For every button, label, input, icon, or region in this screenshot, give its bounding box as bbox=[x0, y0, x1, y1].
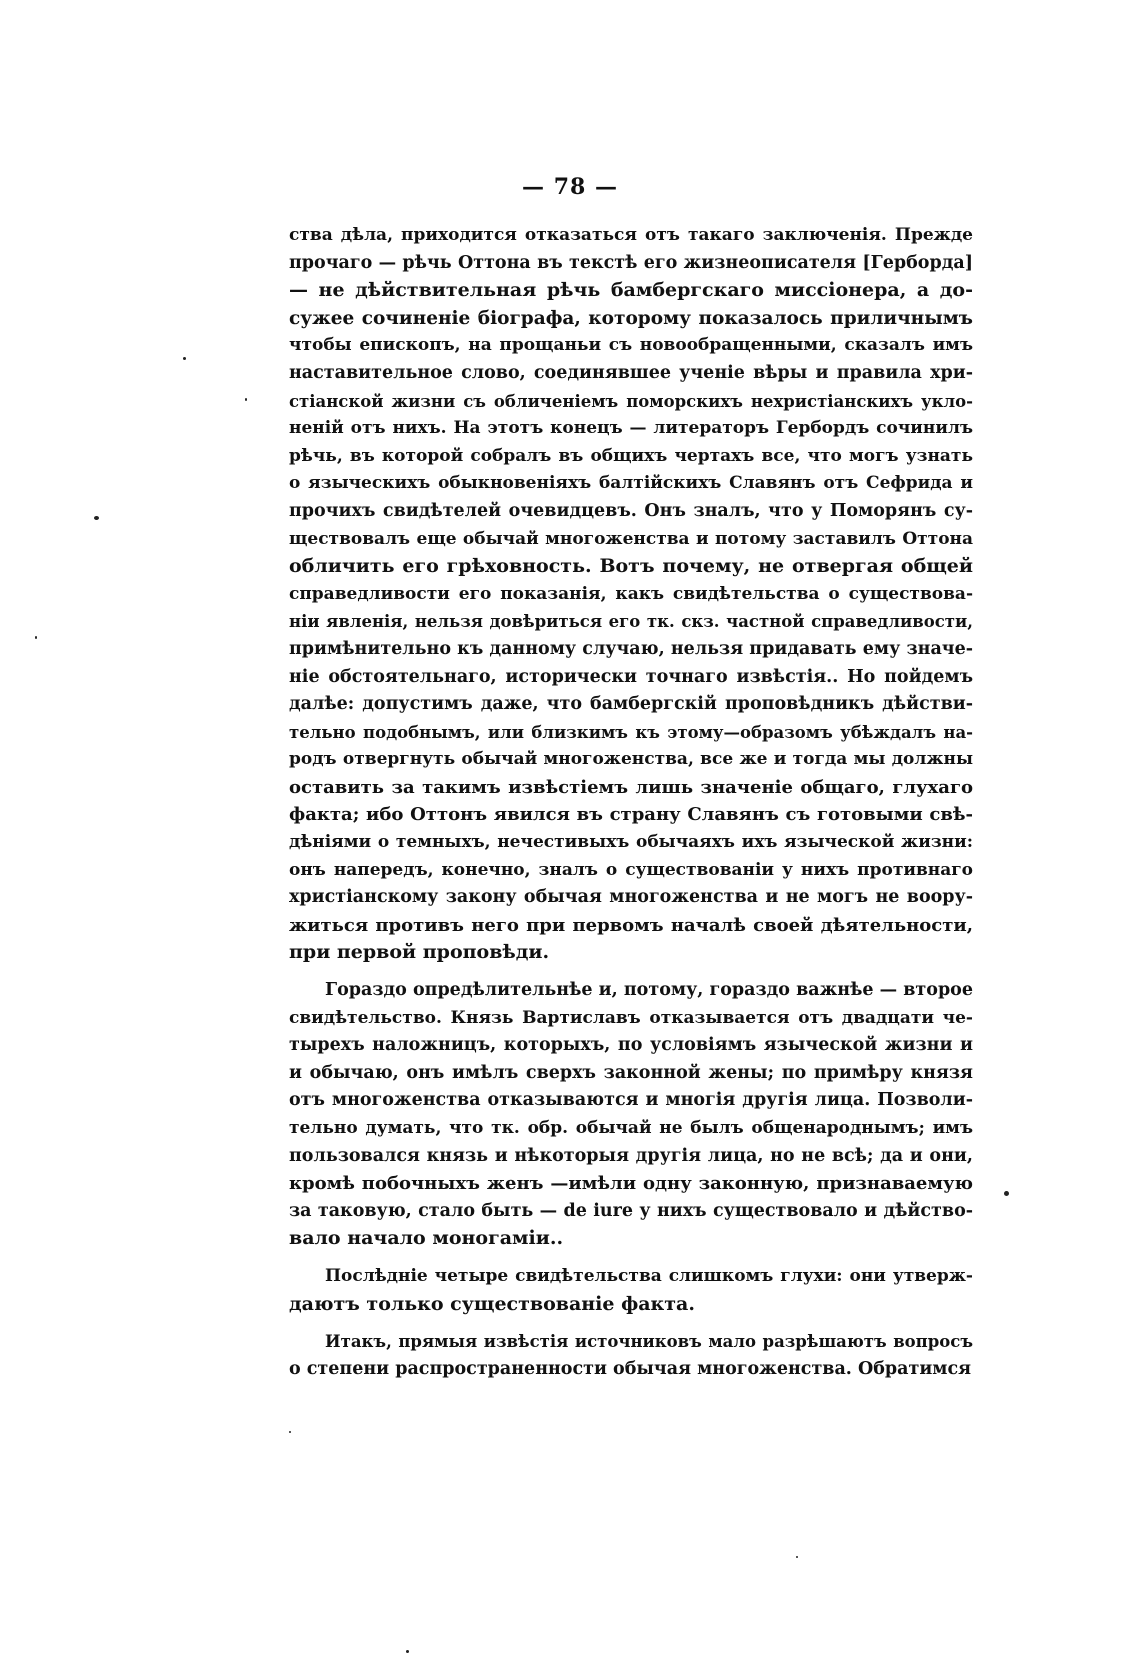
text-line: ществовалъ еще обычай многоженства и потому заставилъ Оттона bbox=[289, 528, 973, 549]
scan-speck bbox=[183, 357, 186, 360]
text-line: ства дѣла, приходится отказаться отъ такаго заключенія. Прежде bbox=[289, 225, 973, 245]
text-line: о степени распространенности обычая многоженства. Обратимся bbox=[289, 1358, 972, 1379]
text-line: родъ отвергнуть обычай многоженства, все же и тогда мы должны bbox=[289, 749, 973, 770]
text-line: чтобы епископъ, на прощаньи съ новообращенными, сказалъ имъ bbox=[289, 335, 973, 356]
paragraph bbox=[289, 977, 973, 1253]
text-line: ніе обстоятельнаго, исторически точнаго извѣстія.. Но пойдемъ bbox=[289, 666, 973, 687]
text-line: вало начало моногаміи.. bbox=[289, 1227, 564, 1250]
text-line: тельно подобнымъ, или близкимъ къ этому—образомъ убѣждалъ на- bbox=[289, 722, 973, 742]
text-line: оставить за такимъ извѣстіемъ лишь значеніе общаго, глухаго bbox=[289, 776, 973, 798]
text-line: даютъ только существованіе факта. bbox=[289, 1292, 695, 1315]
text-line: Итакъ, прямыя извѣстія источниковъ мало разрѣшаютъ вопросъ bbox=[325, 1332, 973, 1352]
scan-speck bbox=[406, 1650, 409, 1653]
text-line: примѣнительно къ данному случаю, нельзя придавать ему значе- bbox=[289, 638, 973, 659]
text-line: за таковую, стало быть — de iure у нихъ существовало и дѣйство- bbox=[289, 1200, 973, 1221]
text-line: Гораздо опредѣлительнѣе и, потому, гораздо важнѣе — второе bbox=[325, 980, 973, 1001]
text-line: стіанской жизни съ обличеніемъ поморскихъ нехристіанскихъ уклo- bbox=[289, 391, 973, 411]
text-line: рѣчь, въ которой собралъ въ общихъ чертахъ все, что могъ узнать bbox=[289, 445, 973, 466]
page-number: — 78 — bbox=[522, 174, 618, 200]
text-line: наставительное слово, соединявшее ученіе вѣры и правила хри- bbox=[289, 362, 973, 383]
text-line: свидѣтельство. Князь Вартиславъ отказывается отъ двадцати че- bbox=[289, 1007, 973, 1028]
text-line: справедливости его показанія, какъ свидѣтельства о существова- bbox=[289, 583, 973, 604]
text-line: Послѣдніе четыре свидѣтельства слишкомъ глухи: они утверж- bbox=[325, 1265, 973, 1286]
paragraph bbox=[289, 222, 973, 967]
text-line: кромѣ побочныхъ женъ —имѣли одну законную, признаваемую bbox=[289, 1173, 973, 1195]
text-line: неній отъ нихъ. На этотъ конецъ — литераторъ Гербордъ сочинилъ bbox=[289, 418, 973, 439]
text-line: пользовался князь и нѣкоторыя другія лица, но не всѣ; да и они, bbox=[289, 1145, 973, 1166]
text-line: дѣніями о темныхъ, нечестивыхъ обычаяхъ ихъ языческой жизни: bbox=[289, 832, 973, 853]
text-line: прочихъ свидѣтелей очевидцевъ. Онъ зналъ, что у Поморянъ су- bbox=[289, 500, 973, 521]
text-line: ніи явленія, нельзя довѣриться его тк. скз. частной справедливости, bbox=[289, 612, 973, 632]
text-line: далѣе: допустимъ даже, что бамбергскій проповѣдникъ дѣйстви- bbox=[289, 694, 973, 715]
scan-speck bbox=[35, 636, 37, 639]
scan-speck bbox=[1004, 1191, 1009, 1196]
text-line: — не дѣйствительная рѣчь бамбергскаго миссіонера, а до- bbox=[289, 279, 973, 302]
text-line: тельно думать, что тк. обр. обычай не былъ общенароднымъ; имъ bbox=[289, 1118, 973, 1138]
scan-speck bbox=[289, 1431, 291, 1433]
text-line: христіанскому закону обычая многоженства и не могъ не воору- bbox=[289, 887, 973, 908]
scan-speck bbox=[94, 516, 99, 520]
paragraph bbox=[289, 1263, 973, 1318]
paragraph bbox=[289, 1328, 973, 1383]
text-line: онъ напередъ, конечно, зналъ о существованіи у нихъ противнаго bbox=[289, 859, 973, 880]
text-line: прочаго — рѣчь Оттона въ текстѣ его жизнеописателя [Герборда] bbox=[289, 252, 973, 273]
scan-speck bbox=[245, 398, 247, 401]
text-line: факта; ибо Оттонъ явился въ страну Славянъ съ готовыми свѣ- bbox=[289, 804, 973, 826]
text-line: тырехъ наложницъ, которыхъ, по условіямъ языческой жизни и bbox=[289, 1035, 973, 1056]
text-line: сужее сочиненіе біографа, которому показалось приличнымъ bbox=[289, 307, 973, 329]
text-line: отъ многоженства отказываются и многія другія лица. Позволи- bbox=[289, 1090, 973, 1111]
body-text bbox=[289, 222, 973, 1393]
text-line: о языческихъ обыкновеніяхъ балтійскихъ Славянъ отъ Сефрида и bbox=[289, 473, 973, 494]
text-line: житься противъ него при первомъ началѣ своей дѣятельности, bbox=[289, 914, 973, 936]
scan-speck bbox=[796, 1556, 798, 1558]
text-line: и обычаю, онъ имѣлъ сверхъ законной жены; по примѣру князя bbox=[289, 1062, 973, 1083]
text-line: обличить его грѣховность. Вотъ почему, не отвергая общей bbox=[289, 555, 973, 578]
text-line: при первой проповѣди. bbox=[289, 941, 550, 964]
